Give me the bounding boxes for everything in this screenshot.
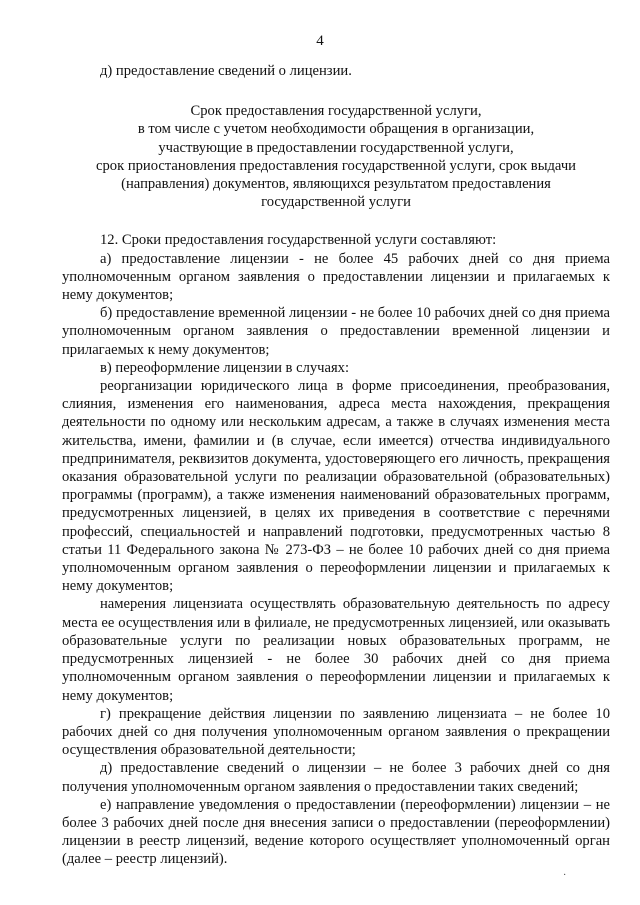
heading-line: участвующие в предоставлении государственной услуги,	[158, 139, 514, 156]
paragraph-reorganization: реорганизации юридического лица в форме присоединения, преобразования, слияния, изменения его наименования, адреса места нахождения, прекращения деятельности по одному или нескольким адресам, а также в случаях изменения места жительства, имени, фамилии и (в случае, если имеется) отчества индивидуального предпринимателя, реквизитов документа, удостоверяющего его личность, прекращения оказания образовательной услуги по реализации образовательной (образовательных) программы (программ), а также изменения наименований образовательных программ, предусмотренных лицензией, в целях их приведения в соответствие с перечнями профессий, специальностей и направлений подготовки, предусмотренных частью 8 статьи 11 Федерального закона № 273-ФЗ – не более 10 рабочих дней со дня приема уполномоченным органом заявления о переоформлении лицензии и прилагаемых к нему документов;	[62, 378, 610, 595]
paragraph-d: д) предоставление сведений о лицензии – не более 3 рабочих дней со дня получения уполномоченным органом заявления о предоставлении таких сведений;	[62, 760, 610, 795]
heading-line: государственной услуги	[261, 194, 411, 211]
heading-line: (направления) документов, являющихся результатом предоставления	[121, 176, 551, 193]
paragraph-a: а) предоставление лицензии - не более 45 рабочих дней со дня приема уполномоченным органом заявления о предоставлении лицензии и прилагаемых к нему документов;	[62, 250, 610, 304]
intro-paragraph: д) предоставление сведений о лицензии.	[100, 63, 352, 79]
paragraph-e: е) направление уведомления о предоставлении (переоформлении) лицензии – не более 3 рабочих дней после дня внесения записи о предоставлении (переоформлении) лицензии в реестр лицензий, ведение которого осуществляет уполномоченный орган (далее – реестр лицензий).	[62, 796, 610, 868]
paragraph-12-intro: 12. Сроки предоставления государственной услуги составляют:	[100, 232, 497, 249]
paragraph-g: г) прекращение действия лицензии по заявлению лицензиата – не более 10 рабочих дней со дня получения уполномоченным органом заявления о прекращении осуществления образовательной деятельности;	[62, 705, 610, 759]
paragraph-intention: намерения лицензиата осуществлять образовательную деятельность по адресу места ее осуществления или в филиале, не предусмотренных лицензией, или оказывать образовательные услуги по реализации новых образовательных программ, не предусмотренных лицензией - не более 30 рабочих дней со дня приема уполномоченным органом заявления о переоформлении лицензии и прилагаемых к нему документов;	[62, 596, 610, 704]
section-heading	[62, 102, 610, 211]
heading-line: в том числе с учетом необходимости обращения в организации,	[137, 121, 535, 138]
document-body	[62, 62, 610, 869]
heading-line: срок приостановления предоставления государственной услуги, срок выдачи	[96, 157, 576, 174]
scan-speck: ·	[563, 870, 567, 881]
page-number: 4	[316, 33, 324, 49]
heading-line: Срок предоставления государственной услуги,	[190, 103, 482, 120]
paragraph-v: в) переоформление лицензии в случаях:	[100, 359, 350, 376]
paragraph-b: б) предоставление временной лицензии - не более 10 рабочих дней со дня приема уполномоченным органом заявления о предоставлении временной лицензии и прилагаемых к нему документов;	[62, 305, 610, 358]
